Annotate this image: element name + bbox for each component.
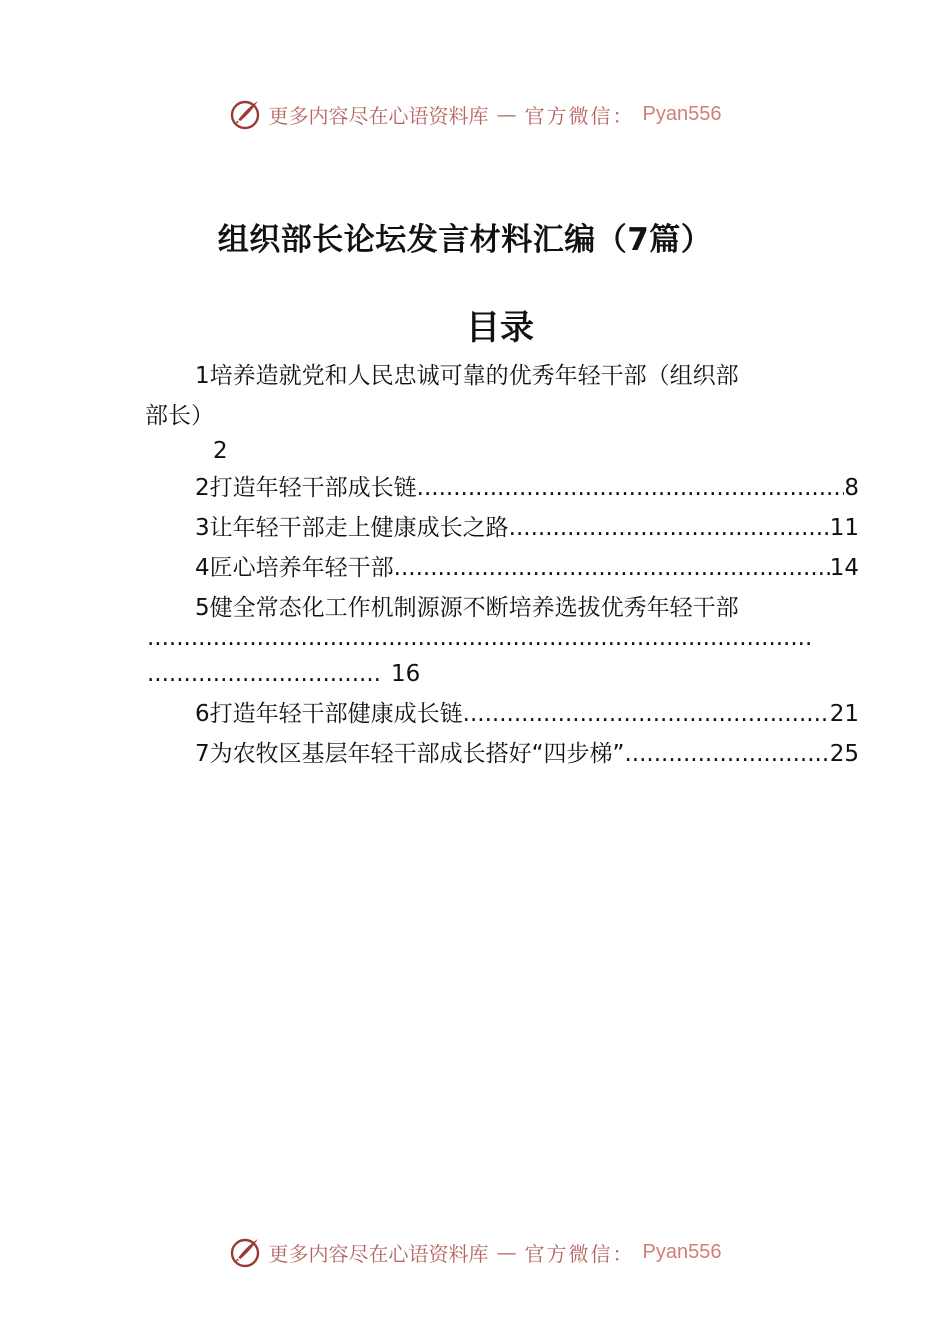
toc-leader-dots <box>463 694 830 734</box>
quill-logo-icon <box>229 98 261 130</box>
watermark-wechat-label: 官方微信： <box>524 103 635 128</box>
toc-entry-page: 11 <box>829 515 859 541</box>
toc-entry-3[interactable] <box>147 508 859 548</box>
watermark-wechat-id: Pyan556 <box>642 1240 722 1263</box>
toc-entry-1-line2[interactable] <box>145 396 809 436</box>
quill-logo-icon <box>229 1236 261 1268</box>
toc-entry-page: 14 <box>829 555 859 581</box>
toc-entry-page: 2 <box>213 438 228 464</box>
toc-entry-title-continued: 部长） <box>145 403 214 429</box>
footer-watermark <box>0 1232 950 1272</box>
watermark-separator: — <box>496 1240 517 1264</box>
header-watermark <box>0 94 950 134</box>
toc-entry-page: 8 <box>844 475 859 501</box>
toc-leader-dots <box>394 548 830 588</box>
toc-leader-dots-line <box>147 618 811 658</box>
toc-entry-6[interactable] <box>147 694 859 734</box>
watermark-text: 更多内容尽在心语资料库 <box>268 103 489 128</box>
toc-entry-title: 7为农牧区基层年轻干部成长搭好“四步梯” <box>195 741 625 767</box>
toc-entry-page: 21 <box>829 701 859 727</box>
toc-entry-7[interactable] <box>147 734 859 774</box>
toc-entry-5-page-line[interactable] <box>147 654 811 694</box>
toc-entry-page: 16 <box>391 661 421 687</box>
toc-entry-1-line1[interactable] <box>147 356 859 396</box>
watermark-separator: — <box>496 102 517 126</box>
toc-entry-title: 5健全常态化工作机制源源不断培养选拔优秀年轻干部 <box>195 595 739 621</box>
toc-entry-title: 1培养造就党和人民忠诚可靠的优秀年轻干部（组织部 <box>195 363 739 389</box>
toc-entry-title: 6打造年轻干部健康成长链 <box>195 701 463 727</box>
watermark-wechat-label: 官方微信： <box>524 1241 635 1266</box>
watermark-text: 更多内容尽在心语资料库 <box>268 1241 489 1266</box>
toc-leader-dots <box>624 734 829 774</box>
toc-entry-4[interactable] <box>147 548 859 588</box>
toc-entry-title: 2打造年轻干部成长链 <box>195 475 417 501</box>
toc-leader-dots <box>509 508 830 548</box>
toc-entry-title: 4匠心培养年轻干部 <box>195 555 394 581</box>
toc-entry-2[interactable] <box>147 468 859 508</box>
toc-heading: 目录 <box>466 308 534 348</box>
toc-entry-title: 3让年轻干部走上健康成长之路 <box>195 515 509 541</box>
document-title: 组织部长论坛发言材料汇编（7篇） <box>217 222 713 258</box>
watermark-wechat-id: Pyan556 <box>642 102 722 125</box>
toc-entry-page: 25 <box>829 741 859 767</box>
toc-leader-dots <box>147 654 383 694</box>
toc-entry-1-page[interactable] <box>213 431 877 471</box>
toc-leader-dots <box>417 468 845 508</box>
